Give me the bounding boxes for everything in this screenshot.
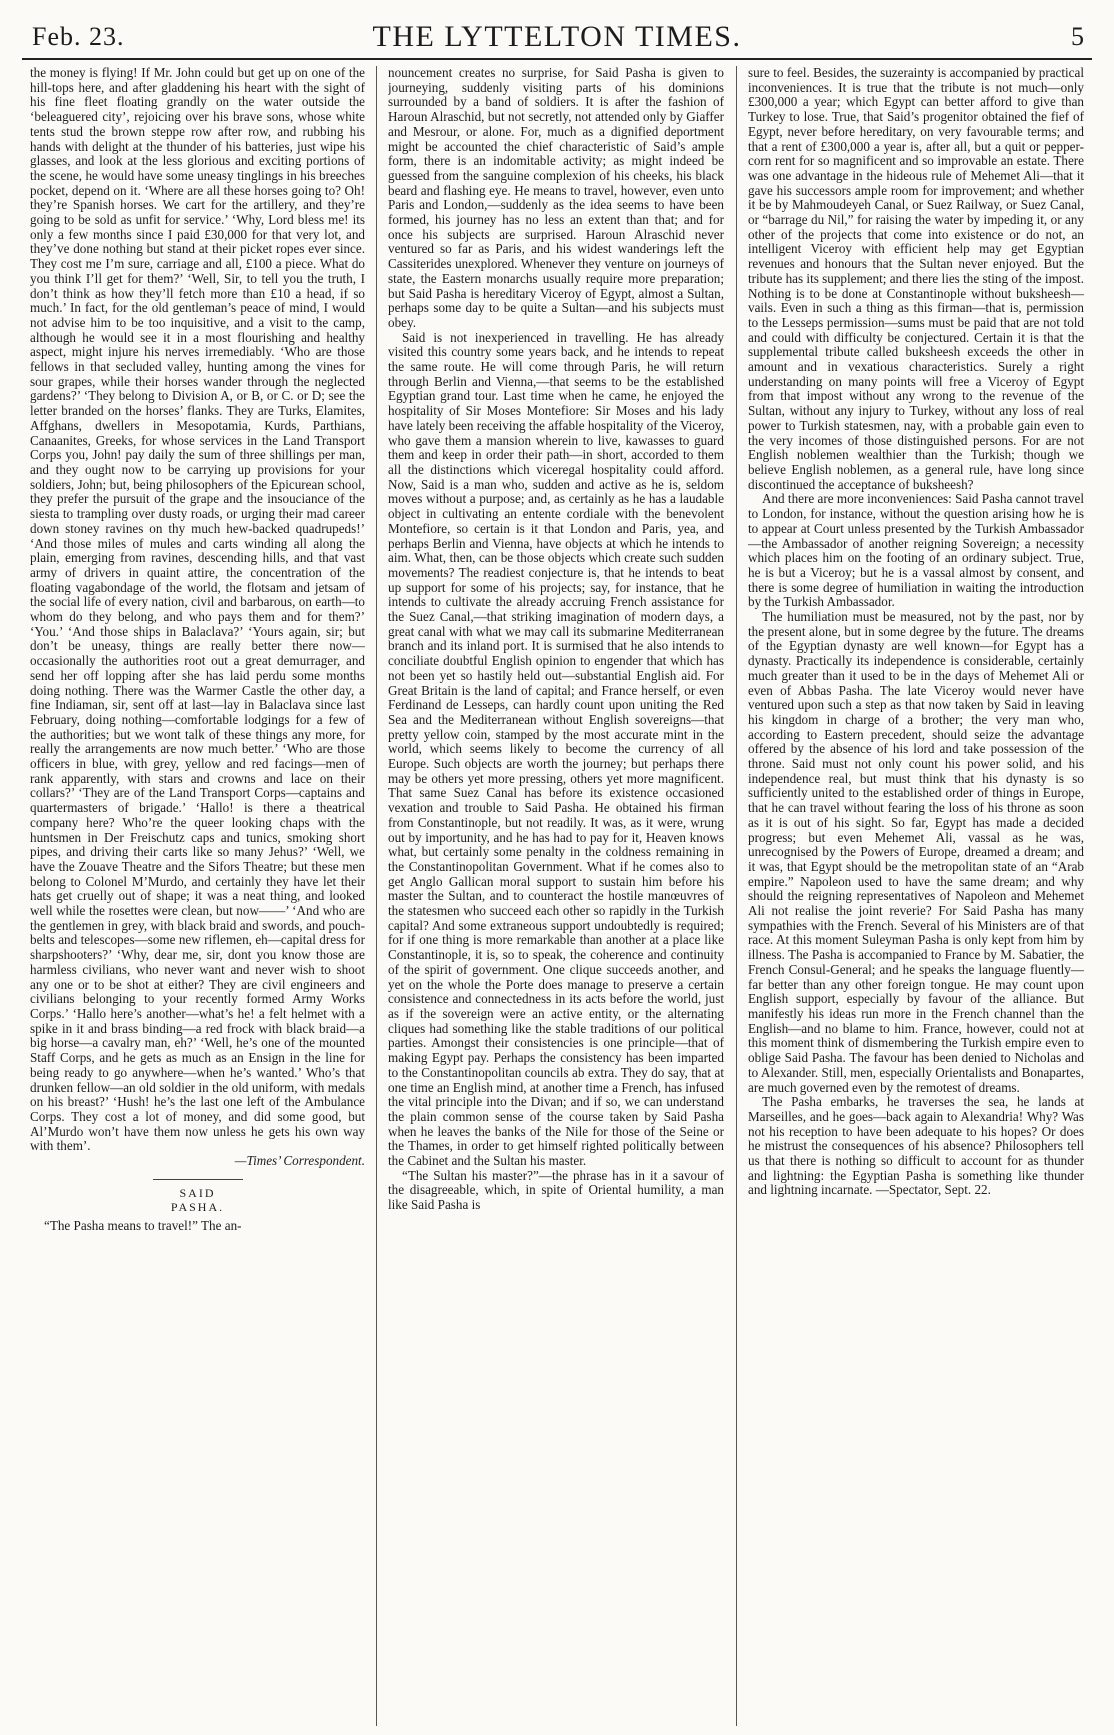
article-paragraph: Said is not inexperienced in travelling. He has already visited this country some years back, and he intends to repeat the same route. He will come through Paris, he will return through Berlin and Vienna,—that seems to be the established Egyptian grand tour. Last time when he came, he enjoyed the hospitality of Sir Moses Montefiore: Sir Moses and his lady have lately been receiving the affable hospitality of the Viceroy, who gave them a mansion wherein to live, kawasses to guard them and keep in order their path—in short, accorded to them all the distinctions which viceregal hospitality could afford. Now, Said is a man who, sudden and active as he is, seldom moves without a purpose; and, as certainly as he has a laudable object in cultivating an entente cordiale with the benevolent Montefiore, so certain is it that London and Paris, yea, and perhaps Berlin and Vienna, have objects at which he intends to aim. What, then, can be those objects which create such sudden movements? The readiest conjecture is, that he intends to beat up support for some of his projects; say, for instance, that he intends to cultivate the already accruing French assistance for the Suez Canal,—that striking imagination of modern days, a great canal with what we may call its submarine Mediterranean branch and its inland port. It is surmised that he also intends to conciliate doubtful English opinion to engender that which has not been yet so hastily held out—substantial English aid. For Great Britain is the land of capital; and France herself, or even Ferdinand de Lesseps, can hardly count upon uniting the Red Sea and the Mediterranean without English sovereigns—that pretty yellow coin, stamped by the most accurate mint in the world, which seems likely to become the currency of all Europe. Such objects are worth the journey; but perhaps there may be others yet more pressing, others yet more magnificent. That same Suez Canal has before its existence occasioned vexation and trouble to Said Pasha. He obtained his firman from Constantinople, but not readily. It was, as it were, wrung out by importunity, and he has had to pay for it, Heaven knows what, but certainly some penalty in the coldness remaining in the Constantinopolitan Government. What if he comes also to get Anglo Gallican moral support to sustain him before his master the Sultan, and to counteract the hostile manœuvres of the statesmen who succeed each other so rapidly in the Turkish capital? And some extraneous support undoubtedly is required; for if one thing is more remarkable than another at a place like Constantinople, it is, so to speak, the coherence and continuity of the spirit of government. One clique succeeds another, and yet on the whole the Porte does manage to preserve a certain consistence and connectedness in its acts before the world, just as if the sovereign were an active entity, or the alternating cliques had something like the stable traditions of our political parties. Amongst their consistencies is one principle—that of making Egypt pay. Perhaps the consistency has been imparted to the Constantinopolitan councils ab extra. They do say, that at one time an English mind, at another time a French, has infused the vital principle into the Divan; and if so, we can understand the plain common sense of the course taken by Said Pasha when he leaves the banks of the Nile for those of the Seine or the Thames, in order to get himself righted politically between the Cabinet and the Sultan his master.: [388, 329, 724, 1169]
article-paragraph: “The Sultan his master?”—the phrase has in it a savour of the disagreeable, which, in spite of Oriental humility, a man like Said Pasha is: [388, 1167, 724, 1213]
article-signature: —Times’ Correspondent.: [234, 1153, 365, 1169]
article-columns: [22, 66, 1092, 1726]
issue-date: Feb. 23.: [32, 22, 125, 51]
article-paragraph: nouncement creates no surprise, for Said Pasha is given to journeying, suddenly visiting parts of his dominions surrounded by a band of soldiers. It is after the fashion of Haroun Alraschid, but not secretly, not attended only by Giaffer and Mesrour, or alone. For, much as a dignified deportment might be accounted the chief characteristic of Said’s ample form, there is an indomitable activity; as might indeed be guessed from the sanguine complexion of his cheeks, his black beard and flashing eye. He means to travel, however, even unto Paris and London,—suddenly as the idea seems to have been formed, his journey has no less an extent than that; and for once his subjects are surprised. Haroun Alraschid never ventured so far as Paris, and his widest wanderings left the Cassiterides unexplored. Whenever they venture on journeys of state, the Eastern monarchs usually require more preparation; but Said Pasha is hereditary Viceroy of Egypt, almost a Sultan, perhaps some day to be quite a Sultan—and his subjects must obey.: [388, 66, 724, 330]
article-paragraph: And there are more inconveniences: Said Pasha cannot travel to London, for instance, without the question arising how he is to appear at Court unless presented by the Turkish Ambassador—the Ambassador of another reigning Sovereign; a necessity which places him on the footing of an ordinary subject. True, he is but a Viceroy; but he is a vassal almost by consent, and there is some degree of humiliation in waiting the introduction by the Turkish Ambassador.: [748, 491, 1084, 610]
section-heading: SAID PASHA.: [153, 1179, 243, 1215]
article-paragraph: the money is flying! If Mr. John could but get up on one of the hill-tops here, and after gladdening his heart with the sight of his fine fleet floating grandly on the water outside the ‘beleaguered city’, rejoicing over his brave sons, whose white tents stud the brown steppe row after row, and rubbing his hands with delight at the thunder of his batteries, just wipe his glasses, and look at the less glorious and exciting portions of the scene, he would have some uneasy tinglings in his breeches pocket, depend on it. ‘Where are all these horses going to? Oh! they’re Spanish horses. We cart for the artillery, and they’re going to be sold as unfit for service.’ ‘Why, Lord bless me! its only a few months since I paid £30,000 for that very lot, and they’ve done nothing but stand at their picket ropes ever since. They cost me I’m sure, carriage and all, £100 a piece. What do you think I’ll get for them?’ ‘Well, Sir, to tell you the truth, I don’t think as how they’ll fetch more than £10 a head, if so much.’ In fact, for the old gentleman’s peace of mind, I would not advise him to be too inquisitive, and a visit to the camp, although he would see it in a most flourishing and healthy aspect, might injure his nerves irremediably. ‘Who are those fellows in that secluded valley, hunting among the vines for sour grapes, while their horses wander through the neglected gardens?’ ‘They belong to Division A, or B, or C. or D; see the letter branded on the horses’ flanks. They are Turks, Elamites, Affghans, dwellers in Mesopotamia, Kurds, Parthians, Canaanites, Greeks, for whose services in the Land Transport Corps you, John! pay daily the sum of three shillings per man, and they ought now to be carrying up provisions for your soldiers, John; but, being philosophers of the Epicurean school, they prefer the pursuit of the grape and the insouciance of the siesta to trampling over dusty roads, or urging their mad career down stoney ravines on thy much hew-backed quadrupeds!’ ‘And those miles of mules and carts winding all along the plain, emerging from ravines, descending hills, and that vast army of drivers in quaint attire, the concentration of the floating vagabondage of the world, the flotsam and jetsam of the social life of every nation, civil and barbarous, on earth—to whom do they belong, and who pays them and for them?’ ‘You.’ ‘And those ships in Balaclava?’ ‘Yours again, sir; but don’t be uneasy, things are really better there now—occasionally the authorities root out a great demurrager, and send her off lopping after she has laid perdu some months doing nothing. There was the Warmer Castle the other day, a fine Indiaman, sir, sent off at last—lay in Balaclava since last February, doing nothing—comfortable lodgings for a few of the authorities; but we wont talk of these things any more, for really the arrangements are now much better.’ ‘Who are those officers in blue, with grey, yellow and red facings—men of rank apparently, with stars and crowns and lace on their collars?’ ‘They are of the Land Transport Corps—captains and quartermasters of brigade.’ ‘Hallo! is there a theatrical company here? Who’re the queer looking chaps with the huntsmen in Der Freischutz caps and tunics, smoking short pipes, and driving their carts like so many Jehus?’ ‘Well, we have the Zouave Theatre and the Sifors Theatre; but these men belong to Colonel M’Murdo, and certainly they have let their hats get cruelly out of shape; it was a neat thing, and looked well while the rosettes were clean, but now——’ ‘And who are the gentlemen in grey, with black braid and swords, and pouch-belts and telescopes—some new riflemen, eh—capital dress for sharpshooters?’ ‘Why, dear me, sir, dont you know those are harmless civilians, who never want and never wish to shoot any one or to be shot at either? They are civil engineers and civilians belonging to your recently formed Army Works Corps.’ ‘Hallo here’s another—what’s he! a felt helmet with a spike in it and brass binding—a red frock with black braid—a big horse—a cavalry man, eh?’ ‘Well, he’s one of the mounted Staff Corps, and he gets as much as an Ensign in the line for being ready to go anywhere—when he’s wanted.’ Who’s that drunken fellow—an old soldier in the old uniform, with medals on his breast?’ ‘Hush! he’s the last one left of the Ambulance Corps. They cost a lot of money, and did some good, but Al’Murdo won’t have them now unless he gets his own way with them’.: [30, 66, 365, 1154]
column-divider: [736, 66, 737, 1726]
newspaper-title: THE LYTTELTON TIMES.: [372, 20, 742, 53]
column-1: [30, 66, 365, 1726]
article-paragraph: The Pasha embarks, he traverses the sea, he lands at Marseilles, and he goes—back again to Alexandria! Why? Was not his reception to have been adequate to his hopes? Or does he mistrust the consequences of his absence? Philosophers tell us that there is nothing so difficult to account for as thunder and lightning: the Egyptian Pasha is something like thunder and lightning incarnate. —Spectator, Sept. 22.: [748, 1094, 1084, 1198]
article-paragraph: sure to feel. Besides, the suzerainty is accompanied by practical inconveniences. It is true that the tribute is not much—only £300,000 a year; which Egypt can better afford to give than Turkey to lose. True, that Said’s progenitor obtained the fief of Egypt, never before hereditary, on very favourable terms; and that a rent of £300,000 a year is, after all, but a quit or pepper-corn rent for so magnificent and so improvable an estate. There was one advantage in the hideous rule of Mehemet Ali—that it gave his successors ample room for improvement; and whether it be by Mahmoudeyeh Canal, or Suez Railway, or Suez Canal, or “barrage du Nil,” for raising the water by impeding it, or any other of the projects that come into existence or do not, an intelligent Viceroy with efficient help may get Egyptian revenues and honours that the Sultan never enjoyed. But the tribute has its supplement; and there lies the sting of the impost. Nothing is to be done at Constantinople without buksheesh—vails. Even in such a thing as this firman—that is, permission to the Lesseps permission—sums must be paid that are not told and could with difficulty be conjectured. Certain it is that the supplemental tribute called buksheesh exceeds the other in amount and in vexatious characteristics. Surely a right understanding on many points will free a Viceroy of Egypt from that impost without any wrong to the revenue of the Sultan, without any injury to Turkey, without any loss of real power to Turkish statesmen, nay, with a probable gain even to the very incomes of those distinguished persons. For are not English noblemen wealthier than the Turkish; though we believe English noblemen, as a general rule, have long since discontinued the acceptance of buksheesh?: [748, 66, 1084, 492]
article-paragraph: The humiliation must be measured, not by the past, nor by the present alone, but in some degree by the future. The dreams of the Egyptian dynasty are well known—for Egypt has a dynasty. Practically its independence is considerable, certainly much greater than it used to be in the days of Mehemet Ali or even of Abbas Pasha. The late Viceroy would never have ventured upon such a step as that now taken by Said in leaving his kingdom in charge of a brother; the very man who, according to Eastern precedent, should seize the advantage offered by the absence of his lord and take possession of the throne. Said must not only count his power solid, and his independence real, but must think that his dynasty is so sufficiently united to the established order of things in Europe, that he can travel without fearing the loss of his throne as soon as it is out of his sight. So far, Egypt has made a decided progress; but even Mehemet Ali, vassal as he was, unrecognised by the Powers of Europe, dreamed a dream; and it was, that Egypt should be the metropolitan state of an “Arab empire.” Napoleon used to have the same dream; and why should the reigning representatives of Napoleon and Mehemet Ali not realise the joint reverie? For Said Pasha has many sympathies with the French. Several of his Ministers are of that race. At this moment Suleyman Pasha is only kept from him by illness. The Pasha is accompanied to France by M. Sabatier, the French Consul-General; and he speaks the language fluently—far better than any other foreign tongue. He may count upon English support, especially by favour of the alliance. But manifestly his ideas run more in the French channel than the English—and no blame to him. France, however, could not at this moment think of dismembering the Turkish empire even to oblige Said Pasha. The favour has been denied to Nicholas and to Alexander. Still, men, especially Orientalists and Bonapartes, are much governed even by the remotest of dreams.: [748, 609, 1084, 1095]
column-divider: [376, 66, 377, 1726]
column-3: [748, 66, 1084, 1726]
masthead: [22, 10, 1092, 60]
page-number: 5: [1071, 22, 1084, 51]
column-2: [388, 66, 724, 1726]
article-paragraph: “The Pasha means to travel!” The an-: [44, 1218, 242, 1234]
